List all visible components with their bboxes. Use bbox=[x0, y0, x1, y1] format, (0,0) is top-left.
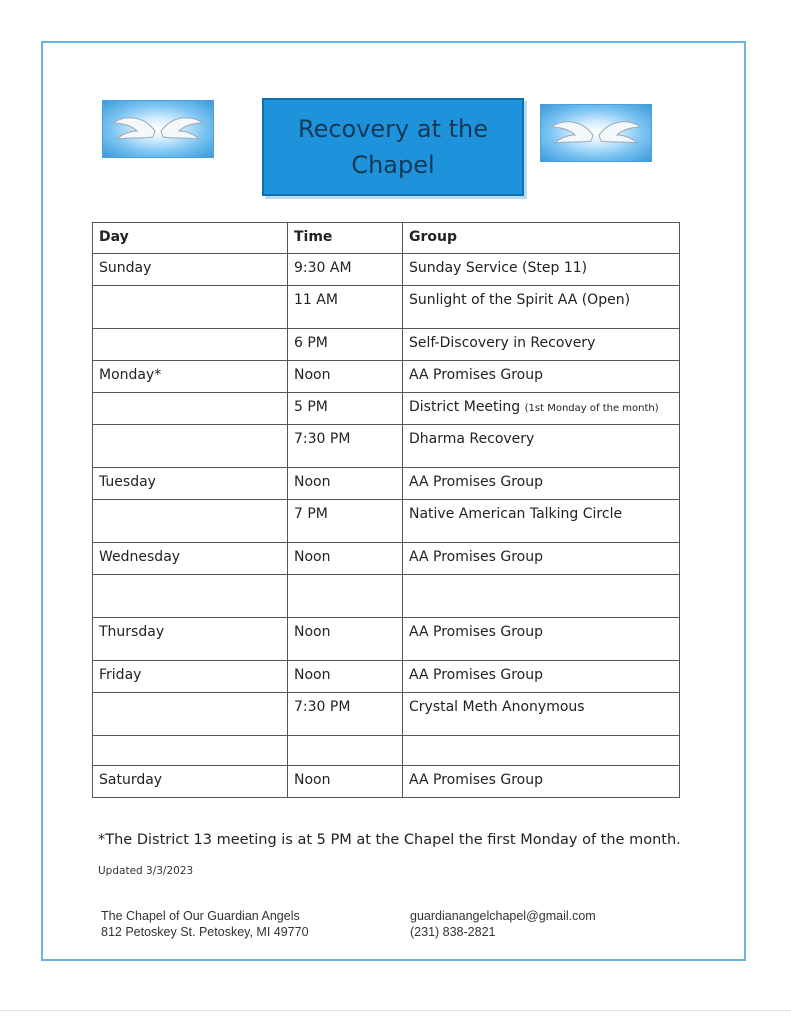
cell-time: 7:30 PM bbox=[288, 693, 403, 736]
schedule-table bbox=[92, 222, 680, 798]
header-group: Group bbox=[403, 223, 680, 254]
cell-day bbox=[93, 693, 288, 736]
cell-day bbox=[93, 425, 288, 468]
cell-time: Noon bbox=[288, 618, 403, 661]
cell-day bbox=[93, 500, 288, 543]
angel-wings-icon bbox=[102, 100, 214, 158]
cell-group: AA Promises Group bbox=[403, 661, 680, 693]
address-line-2: 812 Petoskey St. Petoskey, MI 49770 bbox=[101, 925, 309, 939]
table-row bbox=[93, 361, 680, 393]
table-row bbox=[93, 543, 680, 575]
angel-wings-icon bbox=[540, 104, 652, 162]
table-row bbox=[93, 329, 680, 361]
header-day: Day bbox=[93, 223, 288, 254]
cell-group: AA Promises Group bbox=[403, 543, 680, 575]
divider bbox=[0, 1010, 791, 1011]
cell-time: 7 PM bbox=[288, 500, 403, 543]
cell-day: Saturday bbox=[93, 766, 288, 798]
title-banner bbox=[262, 98, 524, 196]
cell-day: Thursday bbox=[93, 618, 288, 661]
contact-phone: (231) 838-2821 bbox=[410, 925, 496, 939]
table-row bbox=[93, 468, 680, 500]
table-row bbox=[93, 393, 680, 425]
cell-group: Sunlight of the Spirit AA (Open) bbox=[403, 286, 680, 329]
table-row bbox=[93, 254, 680, 286]
cell-day bbox=[93, 575, 288, 618]
cell-time: 7:30 PM bbox=[288, 425, 403, 468]
group-name: District Meeting bbox=[409, 399, 521, 415]
cell-day: Friday bbox=[93, 661, 288, 693]
cell-day bbox=[93, 329, 288, 361]
cell-time: Noon bbox=[288, 468, 403, 500]
cell-group bbox=[403, 393, 680, 425]
cell-group: Self-Discovery in Recovery bbox=[403, 329, 680, 361]
cell-group: Dharma Recovery bbox=[403, 425, 680, 468]
cell-day bbox=[93, 286, 288, 329]
cell-group: Native American Talking Circle bbox=[403, 500, 680, 543]
cell-day: Sunday bbox=[93, 254, 288, 286]
cell-time: Noon bbox=[288, 661, 403, 693]
table-row bbox=[93, 693, 680, 736]
cell-day bbox=[93, 393, 288, 425]
cell-group: AA Promises Group bbox=[403, 766, 680, 798]
cell-time: 11 AM bbox=[288, 286, 403, 329]
cell-group: AA Promises Group bbox=[403, 361, 680, 393]
cell-group bbox=[403, 736, 680, 766]
table-row bbox=[93, 575, 680, 618]
updated-date: Updated 3/3/2023 bbox=[98, 865, 194, 877]
address-block bbox=[101, 908, 309, 940]
cell-time bbox=[288, 736, 403, 766]
header-time: Time bbox=[288, 223, 403, 254]
contact-email[interactable]: guardianangelchapel@gmail.com bbox=[410, 909, 596, 923]
table-row bbox=[93, 618, 680, 661]
cell-group: AA Promises Group bbox=[403, 618, 680, 661]
footnote: *The District 13 meeting is at 5 PM at the Chapel the first Monday of the month. bbox=[98, 832, 681, 848]
cell-day bbox=[93, 736, 288, 766]
table-row bbox=[93, 736, 680, 766]
cell-day: Monday* bbox=[93, 361, 288, 393]
cell-time: 6 PM bbox=[288, 329, 403, 361]
address-line-1: The Chapel of Our Guardian Angels bbox=[101, 909, 300, 923]
cell-group bbox=[403, 575, 680, 618]
cell-day: Wednesday bbox=[93, 543, 288, 575]
table-header-row bbox=[93, 223, 680, 254]
cell-time: Noon bbox=[288, 361, 403, 393]
cell-time: 5 PM bbox=[288, 393, 403, 425]
cell-time bbox=[288, 575, 403, 618]
group-note: (1st Monday of the month) bbox=[524, 403, 659, 414]
cell-time: 9:30 AM bbox=[288, 254, 403, 286]
cell-time: Noon bbox=[288, 766, 403, 798]
page-title: Recovery at the Chapel bbox=[297, 115, 489, 179]
cell-group: AA Promises Group bbox=[403, 468, 680, 500]
cell-time: Noon bbox=[288, 543, 403, 575]
table-row bbox=[93, 500, 680, 543]
table-row bbox=[93, 425, 680, 468]
cell-group: Sunday Service (Step 11) bbox=[403, 254, 680, 286]
cell-group: Crystal Meth Anonymous bbox=[403, 693, 680, 736]
cell-day: Tuesday bbox=[93, 468, 288, 500]
table-row bbox=[93, 286, 680, 329]
contact-block bbox=[410, 908, 596, 940]
table-row bbox=[93, 661, 680, 693]
table-row bbox=[93, 766, 680, 798]
